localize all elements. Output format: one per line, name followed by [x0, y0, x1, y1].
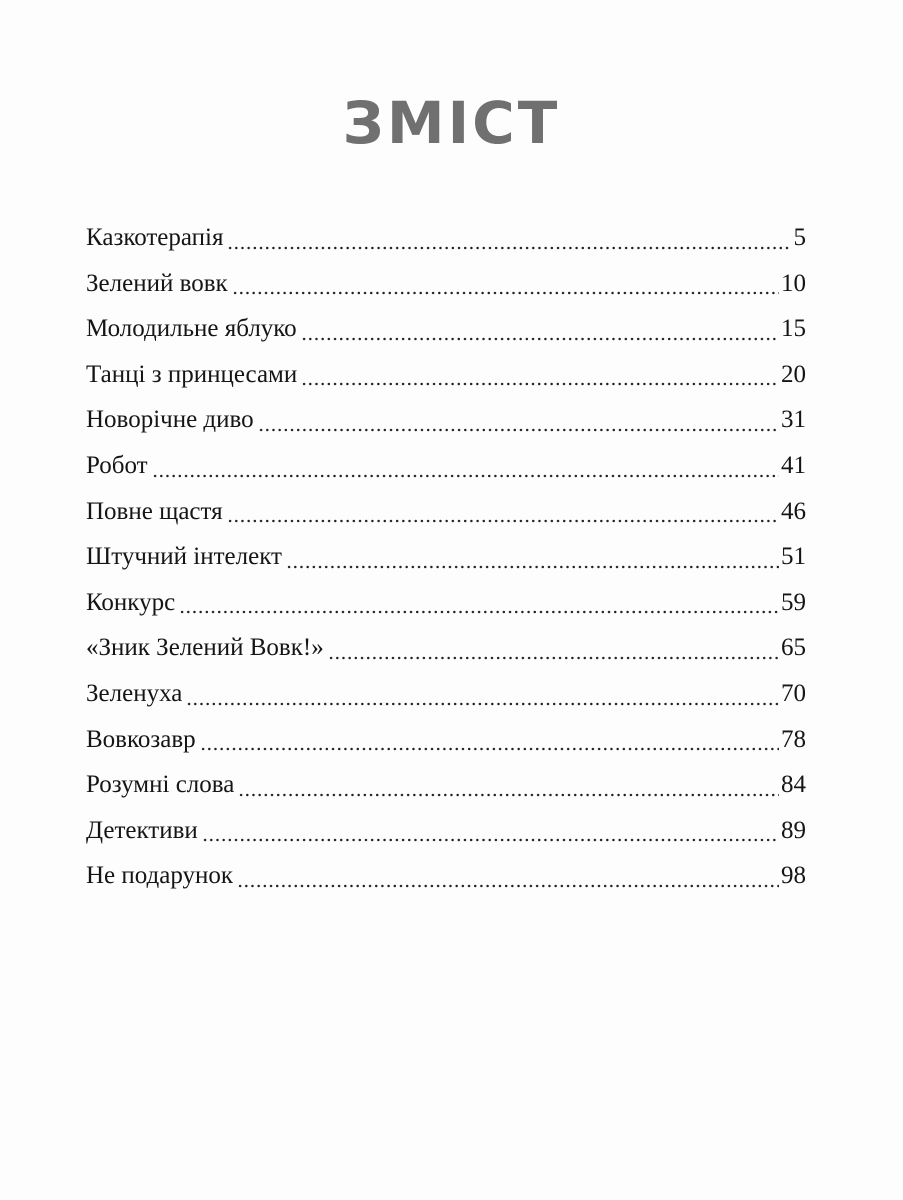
- dot-leader: [232, 291, 779, 295]
- toc-entry-title: Зеленуха: [86, 679, 183, 707]
- dot-leader: [286, 565, 779, 569]
- toc-entry: [86, 808, 806, 854]
- dot-leader: [202, 838, 779, 842]
- dot-leader: [258, 428, 779, 432]
- toc-entry-title: Не подарунок: [86, 862, 234, 890]
- toc-entry-page-number: 41: [781, 451, 806, 479]
- toc-entry-title: Робот: [86, 451, 148, 479]
- toc-entry: [86, 443, 806, 489]
- toc-entry-page-number: 5: [793, 224, 806, 251]
- toc-entry: [86, 717, 806, 763]
- toc-entry: [86, 306, 806, 352]
- toc-entry: [86, 534, 806, 580]
- dot-leader: [328, 656, 779, 660]
- toc-entry-page-number: 31: [781, 406, 806, 434]
- toc-entry: [86, 671, 806, 717]
- dot-leader: [200, 747, 779, 751]
- toc-entry-title: Молодильне яблуко: [86, 315, 297, 343]
- toc-entry-page-number: 70: [781, 679, 806, 707]
- toc-entry-page-number: 20: [781, 360, 806, 388]
- toc-entry: [86, 489, 806, 535]
- dot-leader: [227, 246, 790, 250]
- toc-entry-page-number: 78: [781, 725, 806, 753]
- toc-entry-title: Казкотерапія: [86, 224, 224, 251]
- dot-leader: [152, 474, 779, 478]
- toc-entry-page-number: 89: [781, 816, 806, 844]
- toc-entry-page-number: 10: [781, 269, 806, 297]
- toc-entry-page-number: 15: [781, 315, 806, 343]
- dot-leader: [237, 884, 779, 888]
- toc-entry-page-number: 46: [781, 497, 806, 525]
- toc-entry: [86, 215, 806, 261]
- toc-entry-title: Танці з принцесами: [86, 360, 298, 388]
- toc-entry-title: Повне щастя: [86, 497, 223, 525]
- toc-entry: [86, 397, 806, 443]
- toc-entry-title: «Зник Зелений Вовк!»: [86, 634, 324, 662]
- toc-entry-title: Штучний інтелект: [86, 543, 282, 571]
- page-title: ЗМІСТ: [342, 89, 561, 157]
- toc-entry-title: Розумні слова: [86, 771, 235, 799]
- toc-entry-page-number: 65: [781, 634, 806, 662]
- toc-entry-page-number: 51: [781, 543, 806, 571]
- table-of-contents: [86, 215, 806, 899]
- dot-leader: [301, 337, 779, 341]
- toc-entry-title: Зелений вовк: [86, 269, 228, 297]
- toc-entry-page-number: 59: [781, 588, 806, 616]
- toc-entry: [86, 352, 806, 398]
- dot-leader: [301, 382, 779, 386]
- dot-leader: [186, 702, 779, 706]
- toc-entry-title: Новорічне диво: [86, 406, 254, 434]
- toc-entry: [86, 580, 806, 626]
- toc-entry-page-number: 84: [781, 771, 806, 799]
- dot-leader: [179, 610, 779, 614]
- dot-leader: [238, 793, 779, 797]
- dot-leader: [227, 519, 779, 523]
- toc-entry-title: Детективи: [86, 816, 198, 844]
- toc-entry: [86, 762, 806, 808]
- toc-entry-title: Конкурс: [86, 588, 176, 616]
- toc-entry: [86, 853, 806, 899]
- toc-entry-title: Вовкозавр: [86, 725, 196, 753]
- toc-entry-page-number: 98: [781, 862, 806, 890]
- toc-entry: [86, 261, 806, 307]
- toc-entry: [86, 625, 806, 671]
